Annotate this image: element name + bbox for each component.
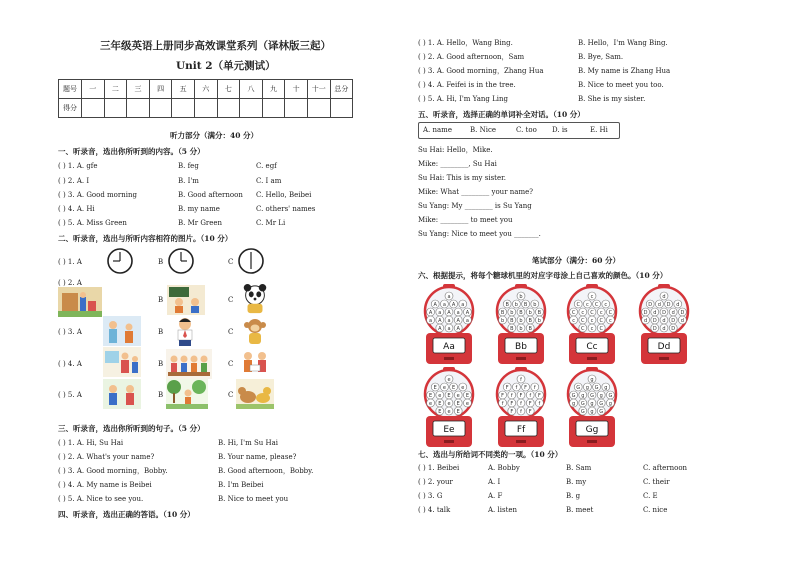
- gumball-letter[interactable]: F: [510, 401, 514, 408]
- teacher-student-picture[interactable]: [103, 316, 141, 346]
- gumball-letter[interactable]: D: [652, 318, 657, 325]
- gumball-letter[interactable]: G: [599, 409, 604, 416]
- dialog-line-blank[interactable]: Su Yang: My ________ is Su Yang: [418, 202, 532, 210]
- q2-title: 二、听录音，选出与所听内容相符的图片。（10 分）: [58, 234, 233, 243]
- q3-option-b[interactable]: B. Nice to meet you: [218, 495, 289, 503]
- gumball-letter[interactable]: b: [501, 318, 505, 325]
- q1-option-b[interactable]: B. Good afternoon: [178, 191, 243, 199]
- dialog-line: Su Hai: This is my sister.: [418, 174, 506, 182]
- q1-option-c[interactable]: C. others' names: [256, 205, 316, 213]
- gumball-machine[interactable]: [635, 284, 693, 366]
- gumball-letter[interactable]: e: [461, 385, 465, 392]
- gumball-letter[interactable]: G: [599, 401, 604, 408]
- gumball-letter[interactable]: B: [510, 326, 514, 333]
- score-cell: 三: [127, 80, 150, 99]
- gumball-letter[interactable]: a: [461, 302, 465, 309]
- gumball-letter[interactable]: d: [662, 326, 666, 333]
- gumball-letter[interactable]: e: [442, 385, 446, 392]
- q3-option-b[interactable]: B. Good afternoon，Bobby.: [218, 467, 314, 475]
- q4-option-a[interactable]: ( ) 4. A. Feifei is in the tree.: [418, 81, 516, 89]
- gumball-letter[interactable]: F: [537, 393, 541, 400]
- gumball-letter[interactable]: b: [510, 310, 514, 317]
- gumball-machine[interactable]: [563, 284, 621, 366]
- q1-item[interactable]: ( ) 5. A. Miss Green: [58, 219, 127, 227]
- score-cell: 题号: [59, 80, 82, 99]
- q1-title: 一、听录音，选出你所听到的内容。（5 分）: [58, 147, 205, 156]
- word-option: C. too: [516, 126, 537, 134]
- gumball-letter[interactable]: g: [590, 401, 594, 408]
- dialog-line-blank[interactable]: Mike: ________, Su Hai: [418, 160, 497, 168]
- gumball-letter[interactable]: D: [652, 326, 657, 333]
- gumball-letter[interactable]: c: [604, 302, 608, 309]
- park-picture[interactable]: [166, 379, 208, 409]
- q2-option-b-label: B: [158, 328, 164, 336]
- gumball-letter[interactable]: f: [538, 401, 541, 408]
- listening-header: 听力部分（满分：40 分）: [170, 131, 259, 140]
- word-option: D. is: [552, 126, 568, 134]
- gumball-letter[interactable]: f: [533, 385, 536, 392]
- gumball-letter[interactable]: d: [671, 310, 675, 317]
- gumball-letter[interactable]: e: [447, 401, 451, 408]
- q7-item[interactable]: ( ) 3. G: [418, 492, 443, 500]
- q4-option-b[interactable]: B. Hello，I'm Wang Bing.: [578, 39, 668, 47]
- clock-icon: [107, 248, 133, 274]
- score-input-cell[interactable]: [149, 99, 172, 118]
- house-kids-picture[interactable]: [58, 287, 102, 317]
- q2-item[interactable]: ( ) 5. A: [58, 391, 82, 399]
- gumball-letter[interactable]: d: [662, 294, 666, 301]
- gumball-letter[interactable]: g: [608, 401, 612, 408]
- score-input-cell[interactable]: [307, 99, 330, 118]
- score-cell: 九: [262, 80, 285, 99]
- q7-item[interactable]: ( ) 1. Beibei: [418, 464, 460, 472]
- gumball-letter[interactable]: A: [433, 302, 437, 309]
- gumball-letter[interactable]: F: [528, 401, 532, 408]
- gumball-letter[interactable]: e: [456, 393, 460, 400]
- gumball-letter[interactable]: B: [500, 310, 505, 317]
- gumball-letter[interactable]: A: [447, 310, 451, 317]
- dialog-line-blank[interactable]: Su Yang: Nice to meet you _______.: [418, 230, 541, 238]
- gumball-letter[interactable]: b: [519, 294, 523, 301]
- gumball-letter[interactable]: G: [594, 385, 599, 392]
- q3-option-a[interactable]: ( ) 4. A. My name is Beibei: [58, 481, 152, 489]
- gumball-letter[interactable]: E: [438, 409, 442, 416]
- q1-option-c[interactable]: C. egf: [256, 162, 277, 170]
- score-input-cell[interactable]: [82, 99, 105, 118]
- q2-item[interactable]: ( ) 4. A: [58, 360, 82, 368]
- q7-option-a[interactable]: A. Bobby: [488, 464, 520, 472]
- gumball-letter[interactable]: a: [447, 318, 451, 325]
- clock-icon[interactable]: [168, 248, 194, 274]
- gumball-letter[interactable]: b: [519, 318, 523, 325]
- q2-option-c-label: C: [228, 360, 234, 368]
- gumball-letter[interactable]: f: [520, 409, 522, 416]
- score-cell: 总分: [330, 80, 353, 99]
- score-input-cell[interactable]: [240, 99, 263, 118]
- q4-option-a[interactable]: ( ) 3. A. Good morning，Zhang Hua: [418, 67, 544, 75]
- gumball-letter[interactable]: D: [648, 302, 653, 309]
- dialog-line-blank[interactable]: Mike: ________ to meet you: [418, 216, 513, 224]
- gumball-letter[interactable]: c: [609, 318, 612, 325]
- gumball-letter[interactable]: F: [501, 393, 505, 400]
- gumball-letter[interactable]: C: [571, 310, 576, 317]
- score-input-cell[interactable]: [285, 99, 308, 118]
- gumball-letter[interactable]: A: [428, 310, 433, 317]
- gumball-label: Ee: [443, 425, 455, 435]
- score-cell: 十一: [307, 80, 330, 99]
- score-input-cell[interactable]: [217, 99, 240, 118]
- gumball-letter[interactable]: E: [456, 409, 460, 416]
- kids-reading-picture[interactable]: [236, 347, 274, 377]
- gumball-letter[interactable]: g: [585, 385, 589, 392]
- score-input-cell[interactable]: [127, 99, 150, 118]
- gumball-letter[interactable]: E: [438, 401, 442, 408]
- gumball-letter[interactable]: a: [447, 326, 451, 333]
- q4-option-a[interactable]: ( ) 2. A. Good afternoon，Sam: [418, 53, 525, 61]
- gumball-letter[interactable]: G: [580, 409, 585, 416]
- written-header: 笔试部分（满分：60 分）: [532, 256, 621, 265]
- q7-option-b[interactable]: B. Sam: [566, 464, 592, 472]
- gumball-letter[interactable]: A: [451, 302, 456, 309]
- gumball-letter[interactable]: D: [671, 326, 676, 333]
- gumball-label: Aa: [443, 342, 455, 352]
- q7-item[interactable]: ( ) 4. talk: [418, 506, 451, 514]
- q2-option-b-label: B: [158, 360, 164, 368]
- gumball-letter[interactable]: E: [447, 393, 451, 400]
- gumball-letter[interactable]: C: [590, 310, 594, 317]
- gumball-letter[interactable]: b: [514, 302, 518, 309]
- gumball-letter[interactable]: C: [599, 326, 603, 333]
- q7-option-a[interactable]: A. I: [488, 478, 501, 486]
- kids-waving-picture[interactable]: [103, 347, 141, 377]
- q7-option-a[interactable]: A. listen: [488, 506, 518, 514]
- page-title: 三年级英语上册同步高效课堂系列（译林版三起）: [100, 40, 331, 52]
- gumball-letter[interactable]: f: [515, 385, 518, 392]
- q7-option-b[interactable]: B. g: [566, 492, 581, 500]
- gumball-letter[interactable]: g: [590, 409, 594, 416]
- q2-item[interactable]: ( ) 3. A: [58, 328, 82, 336]
- q3-option-b[interactable]: B. Your name, please?: [218, 453, 297, 461]
- gumball-letter[interactable]: f: [520, 401, 522, 408]
- gumball-letter[interactable]: A: [438, 326, 442, 333]
- score-cell: 八: [240, 80, 263, 99]
- gumball-letter[interactable]: C: [581, 326, 585, 333]
- q2-option-b-label: B: [158, 391, 164, 399]
- q3-option-a[interactable]: ( ) 3. A. Good morning，Bobby.: [58, 467, 168, 475]
- gumball-letter[interactable]: E: [452, 385, 456, 392]
- gumball-letter[interactable]: d: [676, 302, 680, 309]
- gumball-letter[interactable]: c: [590, 294, 594, 301]
- gumball-machine[interactable]: [492, 367, 550, 449]
- q1-option-b[interactable]: B. feg: [178, 162, 199, 170]
- q1-option-b[interactable]: B. I'm: [178, 177, 199, 185]
- gumball-letter[interactable]: c: [581, 310, 585, 317]
- q1-item[interactable]: ( ) 2. A. I: [58, 177, 90, 185]
- q1-option-c[interactable]: C. Hello, Beibei: [256, 191, 312, 199]
- gumball-letter[interactable]: C: [581, 318, 585, 325]
- score-input-cell[interactable]: [262, 99, 285, 118]
- q2-item[interactable]: ( ) 1. A: [58, 258, 82, 266]
- gumball-letter[interactable]: b: [528, 310, 532, 317]
- score-cell: 二: [104, 80, 127, 99]
- gumball-letter[interactable]: b: [537, 318, 541, 325]
- score-table-header-row: [59, 80, 353, 99]
- q1-option-b[interactable]: B. Mr Green: [178, 219, 223, 227]
- score-cell: 十: [285, 80, 308, 99]
- gumball-letter[interactable]: a: [456, 310, 460, 317]
- score-input-cell[interactable]: [330, 99, 353, 118]
- gumball-letter[interactable]: G: [571, 393, 576, 400]
- gumball-letter[interactable]: D: [680, 310, 685, 317]
- gumball-letter[interactable]: A: [456, 326, 460, 333]
- gumball-letter[interactable]: G: [590, 393, 594, 400]
- gumball-letter[interactable]: c: [586, 302, 589, 309]
- q3-title: 三、听录音，选出你所听到的句子。（5 分）: [58, 424, 205, 433]
- gumball-letter[interactable]: g: [604, 385, 608, 392]
- unit-title: Unit 2（单元测试）: [176, 60, 276, 72]
- gumball-letter[interactable]: E: [456, 401, 460, 408]
- gumball-letter[interactable]: f: [529, 393, 532, 400]
- q2-option-c-label: C: [228, 391, 234, 399]
- q1-option-c[interactable]: C. I am: [256, 177, 282, 185]
- gumball-letter[interactable]: A: [465, 310, 470, 317]
- q7-option-c[interactable]: C. their: [643, 478, 670, 486]
- gumball-letter[interactable]: C: [594, 302, 599, 309]
- q4-option-a[interactable]: ( ) 5. A. Hi, I'm Yang Ling: [418, 95, 509, 103]
- q7-option-b[interactable]: B. my: [566, 478, 587, 486]
- gumball-letter[interactable]: a: [465, 318, 469, 325]
- gumball-letter[interactable]: B: [505, 302, 509, 309]
- word-option: B. Nice: [470, 126, 497, 134]
- q4-option-b[interactable]: B. Nice to meet you too.: [578, 81, 664, 89]
- gumball-letter[interactable]: e: [447, 409, 451, 416]
- score-cell: 五: [172, 80, 195, 99]
- q2-option-b-label: B: [158, 258, 164, 266]
- gumball-letter[interactable]: A: [438, 318, 442, 325]
- gumball-letter[interactable]: D: [666, 302, 671, 309]
- q2-item[interactable]: ( ) 2. A: [58, 279, 82, 287]
- gumball-letter[interactable]: C: [608, 310, 613, 317]
- gumball-letter[interactable]: g: [572, 401, 576, 408]
- gumball-letter[interactable]: c: [590, 326, 594, 333]
- q3-option-b[interactable]: B. Hi, I'm Su Hai: [218, 439, 278, 447]
- gumball-letter[interactable]: a: [442, 302, 446, 309]
- gumball-label: Cc: [586, 342, 598, 352]
- gumball-machine[interactable]: [420, 367, 478, 449]
- gumball-letter[interactable]: E: [429, 393, 433, 400]
- gumball-letter[interactable]: F: [524, 385, 528, 392]
- q7-option-c[interactable]: C. E: [643, 492, 658, 500]
- gumball-letter[interactable]: F: [505, 385, 509, 392]
- q7-title: 七、选出与所给词不同类的一项。（10 分）: [418, 450, 563, 459]
- gumball-label: Bb: [515, 342, 527, 352]
- q3-option-a[interactable]: ( ) 1. A. Hi, Su Hai: [58, 439, 124, 447]
- word-option: A. name: [423, 126, 452, 134]
- gumball-machine[interactable]: [420, 284, 478, 366]
- gumball-letter[interactable]: E: [465, 393, 469, 400]
- gumball-letter[interactable]: F: [528, 409, 532, 416]
- score-cell: 一: [82, 80, 105, 99]
- gumball-letter[interactable]: F: [519, 393, 523, 400]
- q3-option-b[interactable]: B. I'm Beibei: [218, 481, 264, 489]
- q7-item[interactable]: ( ) 2. your: [418, 478, 453, 486]
- q3-option-a[interactable]: ( ) 5. A. Nice to see you.: [58, 495, 144, 503]
- gumball-letter[interactable]: d: [644, 318, 648, 325]
- q2-option-b-label: B: [158, 296, 164, 304]
- gumball-letter[interactable]: b: [519, 326, 523, 333]
- score-input-cell[interactable]: [194, 99, 217, 118]
- clock-icon[interactable]: [238, 248, 264, 274]
- q2-option-c-label: C: [228, 296, 234, 304]
- q4-option-b[interactable]: B. Bye, Sam.: [578, 53, 624, 61]
- gumball-machine[interactable]: [563, 367, 621, 449]
- monkey-picture[interactable]: [236, 316, 274, 346]
- q1-option-c[interactable]: C. Mr Li: [256, 219, 286, 227]
- gumball-letter[interactable]: g: [599, 393, 603, 400]
- q4-title: 四、听录音，选出正确的答语。（10 分）: [58, 510, 195, 519]
- q4-option-b[interactable]: B. She is my sister.: [578, 95, 646, 103]
- gumball-letter[interactable]: G: [608, 393, 613, 400]
- gumball-label: Ff: [516, 425, 526, 435]
- gumball-letter[interactable]: A: [456, 318, 460, 325]
- gumball-letter[interactable]: C: [576, 302, 580, 309]
- kids-playing-picture[interactable]: [103, 379, 141, 409]
- q1-item[interactable]: ( ) 4. A. Hi: [58, 205, 95, 213]
- gumball-letter[interactable]: B: [528, 318, 532, 325]
- q1-option-b[interactable]: B. my name: [178, 205, 220, 213]
- q7-option-c[interactable]: C. nice: [643, 506, 668, 514]
- gumball-letter[interactable]: F: [510, 409, 514, 416]
- q7-option-b[interactable]: B. meet: [566, 506, 594, 514]
- dialog-line: Su Hai: Hello，Mike.: [418, 146, 493, 154]
- class-picture[interactable]: [166, 349, 212, 379]
- gumball-letter[interactable]: e: [429, 401, 433, 408]
- q5-title: 五、听录音，选择正确的单词补全对话。（10 分）: [418, 110, 585, 119]
- q7-option-c[interactable]: C. afternoon: [643, 464, 688, 472]
- gumball-letter[interactable]: e: [447, 377, 451, 384]
- gumball-letter[interactable]: B: [537, 310, 542, 317]
- gumball-letter[interactable]: d: [657, 302, 661, 309]
- gumball-letter[interactable]: G: [576, 385, 581, 392]
- score-cell: 得分: [59, 99, 82, 118]
- gumball-letter[interactable]: d: [662, 318, 666, 325]
- q2-option-c-label: C: [228, 258, 234, 266]
- score-input-cell[interactable]: [172, 99, 195, 118]
- q1-item[interactable]: ( ) 3. A. Good morning: [58, 191, 137, 199]
- gumball-letter[interactable]: e: [465, 401, 469, 408]
- q6-title: 六、根据提示，将每个糖球机里的对应字母涂上自己喜欢的颜色。（10 分）: [418, 271, 668, 280]
- gumball-letter[interactable]: c: [590, 318, 594, 325]
- q4-option-a[interactable]: ( ) 1. A. Hello，Wang Bing.: [418, 39, 513, 47]
- score-cell: 四: [149, 80, 172, 99]
- gumball-letter[interactable]: b: [533, 302, 537, 309]
- gumball-letter[interactable]: D: [662, 310, 666, 317]
- gumball-letter[interactable]: a: [438, 310, 442, 317]
- dialog-line-blank[interactable]: Mike: What ________ your name?: [418, 188, 533, 196]
- score-input-cell[interactable]: [104, 99, 127, 118]
- gumball-letter[interactable]: D: [643, 310, 648, 317]
- gumball-letter[interactable]: d: [653, 310, 657, 317]
- score-cell: 六: [194, 80, 217, 99]
- gumball-letter[interactable]: c: [572, 318, 575, 325]
- classroom-picture[interactable]: [167, 285, 205, 315]
- gumball-letter[interactable]: a: [429, 318, 433, 325]
- score-table: [58, 79, 353, 118]
- score-table-score-row: [59, 99, 353, 118]
- gumball-letter[interactable]: D: [671, 318, 676, 325]
- q4-option-b[interactable]: B. My name is Zhang Hua: [578, 67, 671, 75]
- gumball-label: Gg: [585, 425, 599, 435]
- gumball-letter[interactable]: g: [581, 393, 585, 400]
- gumball-letter[interactable]: C: [599, 318, 603, 325]
- gumball-machine[interactable]: [492, 284, 550, 366]
- gumball-letter[interactable]: B: [519, 310, 523, 317]
- boy-picture[interactable]: [167, 316, 203, 346]
- gumball-letter[interactable]: G: [580, 401, 585, 408]
- gumball-letter[interactable]: B: [510, 318, 514, 325]
- gumball-letter[interactable]: g: [590, 377, 594, 384]
- word-option: E. Hi: [590, 126, 608, 134]
- gumball-letter[interactable]: f: [520, 377, 522, 384]
- q1-item[interactable]: ( ) 1. A. gfe: [58, 162, 98, 170]
- gumball-letter[interactable]: a: [447, 294, 451, 301]
- q7-option-a[interactable]: A. F: [488, 492, 503, 500]
- gumball-letter[interactable]: d: [680, 318, 684, 325]
- gumball-letter[interactable]: E: [433, 385, 437, 392]
- animals-picture[interactable]: [236, 379, 274, 409]
- gumball-letter[interactable]: B: [528, 326, 532, 333]
- gumball-letter[interactable]: B: [523, 302, 528, 309]
- gumball-label: Dd: [657, 342, 671, 352]
- score-cell: 七: [217, 80, 240, 99]
- panda-picture[interactable]: [236, 284, 274, 314]
- gumball-letter[interactable]: e: [438, 393, 442, 400]
- gumball-letter[interactable]: c: [599, 310, 603, 317]
- gumball-letter[interactable]: f: [501, 401, 504, 408]
- q2-option-c-label: C: [228, 328, 234, 336]
- q3-option-a[interactable]: ( ) 2. A. What's your name?: [58, 453, 155, 461]
- gumball-letter[interactable]: f: [510, 393, 513, 400]
